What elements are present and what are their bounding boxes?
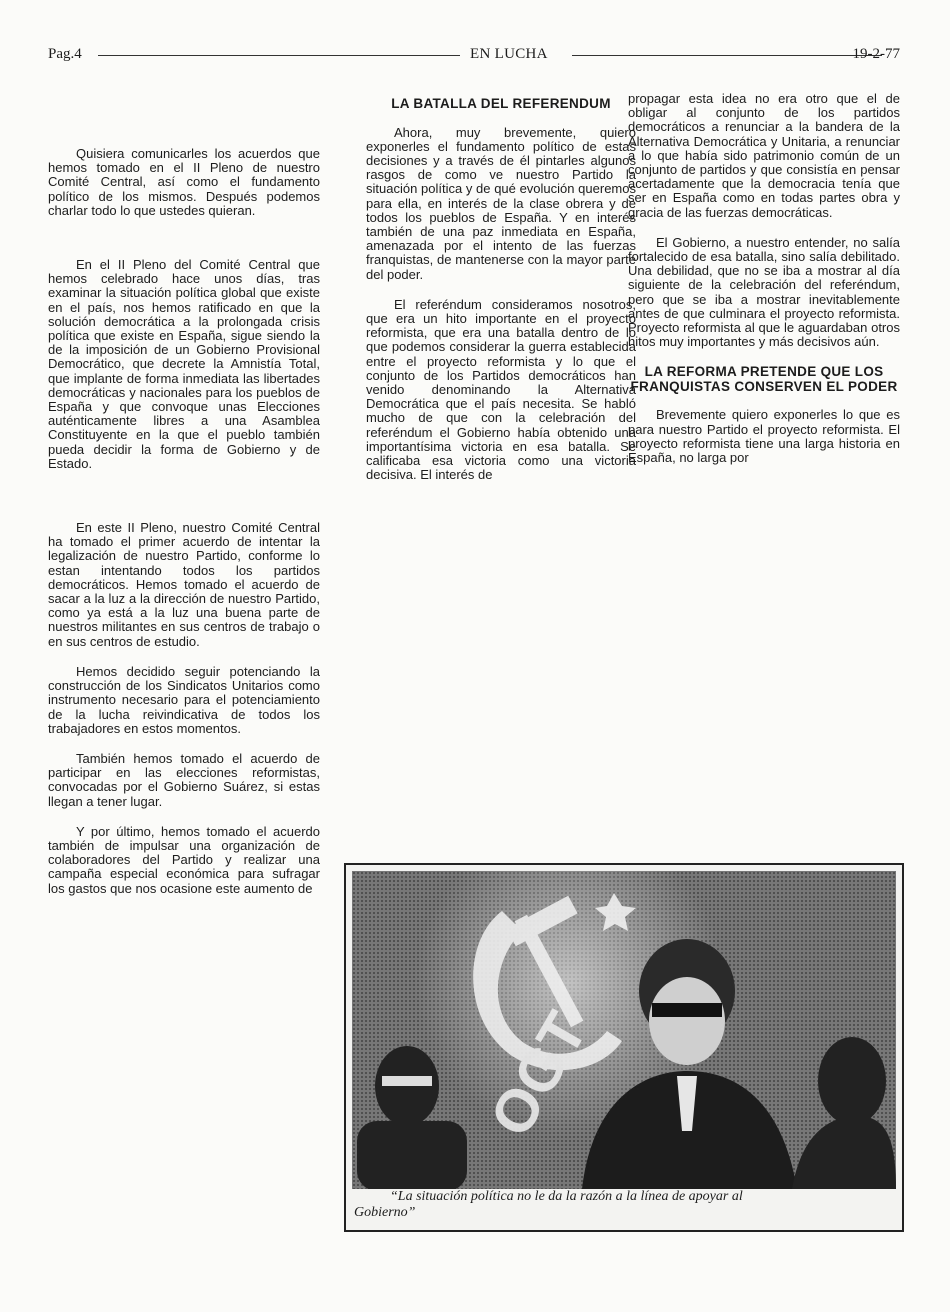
section-heading: LA REFORMA PRETENDE QUE LOS FRANQUISTAS CONSERVEN EL PODER (630, 364, 898, 394)
paragraph: También hemos tomado el acuerdo de participar en las elecciones reformistas, convocadas por el Gobierno Suárez, si estas llegan a tener lugar. (48, 750, 320, 809)
person-left (357, 1046, 467, 1189)
paragraph: Brevemente quiero exponerles lo que es para nuestro Partido el proyecto reformista. El proyecto reformista tiene una larga historia en España, no larga por (628, 407, 900, 466)
caption-line: “La situación política no le da la razón a la línea de apoyar al (390, 1189, 743, 1204)
paragraph: Y por último, hemos tomado el acuerdo también de impulsar una organización de colaboradores del Partido y realizar una campaña especial económica para sufragar los gastos que nos ocasione este aumento de (48, 823, 320, 896)
column-1 (48, 147, 320, 912)
header-rule-right (572, 55, 882, 56)
paragraph: propagar esta idea no era otro que el de obligar al conjunto de los partidos democráticos a renunciar a la bandera de la Alternativa Democrática y Unitaria, a renunciar a lo que había sido patrimonio común de un conjunto de partidos y que consistía en pensar acertadamente que la democracia tenía que ser en España como en todas partes obra y gracia de las fuerzas democráticas. (628, 91, 900, 220)
page-header (48, 46, 900, 66)
column-3 (628, 92, 900, 481)
paragraph: Quisiera comunicarles los acuerdos que hemos tomado en el II Pleno de nuestro Comité Central, así como el fundamento político de los mismos. Después podemos charlar todo lo que ustedes quieran. (48, 146, 320, 218)
paragraph: Ahora, muy brevemente, quiero exponerles el fundamento político de estas decisiones y a través de él pintarles algunos rasgos de como ve nuestro Partido la situación política y de qué evolución queremos para ella, en interés de la clase obrera y de todos los pueblos de España. Y en interés también de una paz inmediata en España, amenazada por el intento de las fuerzas franquistas, de mantenerse con la mayor parte del poder. (366, 124, 636, 282)
section-heading: LA BATALLA DEL REFERENDUM (391, 96, 611, 111)
press-photo (352, 871, 896, 1189)
page-number: Pag.4 (48, 46, 82, 62)
header-rule-left (98, 55, 460, 56)
issue-date: 19-2-77 (852, 46, 900, 62)
person-right (792, 1037, 896, 1189)
person-center (582, 939, 797, 1189)
column-2 (366, 97, 636, 498)
paragraph: El Gobierno, a nuestro entender, no salía fortalecido de esa batalla, sino salía debilitado. Una debilidad, que no se iba a mostrar al día siguiente de la celebración del referéndum, pero que se iba a mostrar inevitablemente antes de que culminara el proyecto reformista. Proyecto reformista al que le aguardaban otros hitos muy importantes y más decisivos aún. (628, 234, 900, 350)
paragraph: El referéndum consideramos nosotros, que era un hito importante en el proyecto reformista, que era una batalla dentro de lo que podemos considerar la guerra establecida entre el proyecto reformista y lo que el conjunto de los Partidos democráticos han venido denominando la Alternativa Democrática que el país necesita. Se habló mucho de que con la celebración del referéndum el Gobierno había obtenido una importantísima victoria en esa batalla. Se calificaba esa victoria como una victoria decisiva. El interés de (366, 296, 636, 483)
caption-line: Gobierno” (354, 1205, 416, 1220)
photo-illustration (352, 871, 896, 1189)
paragraph: En este II Pleno, nuestro Comité Central ha tomado el primer acuerdo de intentar la legalización de nuestro Partido, conforme lo estan intentando todos los partidos democráticos. Hemos tomado el acuerdo de sacar a la luz a la dirección de nuestro Partido, como ya está a la luz una buena parte de nuestros militantes en sus centros de trabajo o en sus centros de estudio. (48, 520, 320, 649)
masthead: EN LUCHA (470, 46, 548, 62)
photo-caption (354, 1189, 894, 1221)
paragraph: Hemos decidido seguir potenciando la construcción de los Sindicatos Unitarios como instrumento necesario para el potenciamiento de la lucha reivindicativa de todos los trabajadores en estos momentos. (48, 663, 320, 736)
paragraph: En el II Pleno del Comité Central que hemos celebrado hace unos días, tras examinar la situación política global que existe en el país, nos hemos ratificado en que la solución democrática a la prolongada crisis política que existe en España, sigue siendo la de la imposición de un Gobierno Provisional Democrático, que decrete la Amnistía Total, que implante de forma inmediata las libertades democráticas y nacionales para los pueblos de España y que convoque unas Elecciones auténticamente libres a una Asamblea Constituyente en la que el pueblo también pueda decidir la forma de Gobierno y de Estado. (48, 257, 320, 471)
photo-frame (344, 863, 904, 1232)
svg-text:OGT: OGT (476, 1001, 600, 1148)
